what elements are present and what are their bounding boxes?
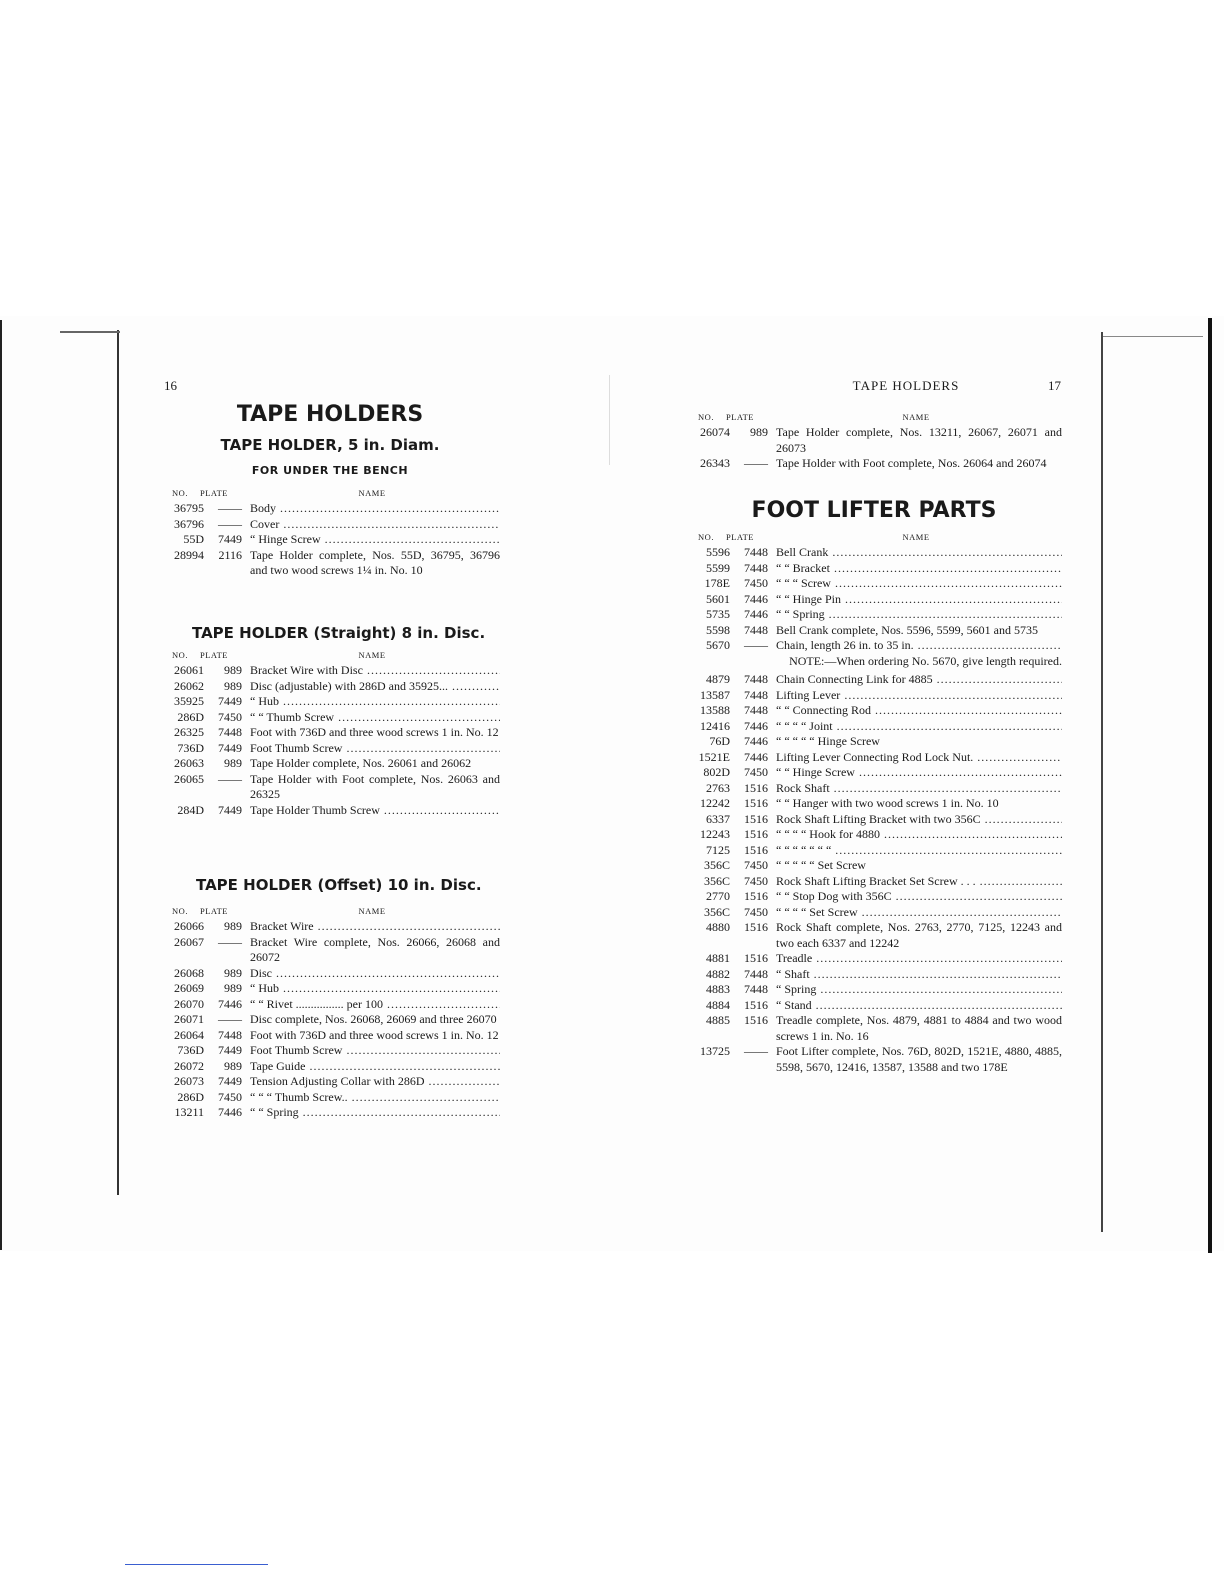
part-number: 6337 bbox=[706, 811, 730, 826]
parts-table-offset bbox=[160, 906, 500, 1121]
part-name: “ “ “ Screw ..... bbox=[776, 576, 1062, 592]
plate-number: —— bbox=[218, 1012, 242, 1026]
part-name: Tape Holder complete, Nos. 13211, 26067, 26071 and 26073 bbox=[776, 425, 1062, 455]
table-row bbox=[686, 672, 1062, 688]
plate-number: 7448 bbox=[744, 672, 768, 686]
table-row bbox=[686, 719, 1062, 735]
part-name: Foot with 736D and three wood screws 1 in. No. 12 bbox=[250, 725, 499, 739]
plate-number: 1516 bbox=[744, 842, 768, 857]
part-number: 1521E bbox=[698, 749, 730, 764]
plate-number: 1516 bbox=[744, 780, 768, 795]
part-name: “ “ Hinge Screw ..... bbox=[776, 765, 1062, 781]
part-number: 26065 bbox=[174, 771, 204, 786]
table-row bbox=[686, 951, 1062, 967]
plate-number: 7450 bbox=[744, 765, 768, 779]
table-row bbox=[686, 688, 1062, 704]
table-row bbox=[686, 561, 1062, 577]
part-number: 802D bbox=[703, 765, 730, 779]
plate-number: 989 bbox=[224, 756, 242, 770]
plate-number: 7448 bbox=[218, 1027, 242, 1042]
plate-number: 989 bbox=[224, 981, 242, 995]
part-name: “ Hub ..... bbox=[250, 981, 500, 997]
plate-number: 7446 bbox=[218, 996, 242, 1011]
right-margin-rule-top bbox=[1103, 336, 1203, 337]
table-row bbox=[160, 919, 500, 935]
part-name: Rock Shaft complete, Nos. 2763, 2770, 7125, 12243 and two each 6337 and 12242 bbox=[776, 920, 1062, 950]
part-number: 26073 bbox=[174, 1074, 204, 1088]
part-name: “ Spring ..... bbox=[776, 982, 1062, 998]
part-number: 55D bbox=[183, 532, 204, 546]
plate-number: 7448 bbox=[744, 687, 768, 702]
part-name: Treadle complete, Nos. 4879, 4881 to 4884 and two wood screws 1 in. No. 16 bbox=[776, 1013, 1062, 1043]
part-number: 12242 bbox=[700, 796, 730, 810]
part-number: 2770 bbox=[706, 889, 730, 903]
part-number: 76D bbox=[709, 734, 730, 748]
part-number: 5735 bbox=[706, 607, 730, 621]
table-row bbox=[686, 998, 1062, 1014]
part-name: Cover ..... bbox=[250, 517, 500, 533]
part-name: “ “ “ “ “ Set Screw bbox=[776, 858, 866, 872]
table-row bbox=[160, 501, 500, 517]
part-name: Treadle ..... bbox=[776, 951, 1062, 967]
part-number: 4885 bbox=[706, 1013, 730, 1027]
part-name: “ Hinge Screw ..... bbox=[250, 532, 500, 548]
part-name: “ “ “ “ “ Hinge Screw bbox=[776, 734, 880, 748]
plate-number: 7450 bbox=[744, 858, 768, 872]
table-row bbox=[160, 1043, 500, 1059]
table-header: NO. PLATE NAME bbox=[172, 906, 386, 916]
table-row bbox=[686, 638, 1062, 654]
table-row bbox=[160, 517, 500, 533]
plate-number: 989 bbox=[224, 1058, 242, 1073]
table-row bbox=[686, 843, 1062, 859]
plate-number: 7446 bbox=[218, 1105, 242, 1119]
part-name: Chain, length 26 in. to 35 in. ..... bbox=[776, 638, 1062, 654]
table-row bbox=[160, 741, 500, 757]
plate-number: 7446 bbox=[744, 607, 768, 621]
part-number: 4881 bbox=[706, 951, 730, 965]
plate-number: 1516 bbox=[744, 889, 768, 903]
part-name: “ “ “ “ Joint ..... bbox=[776, 719, 1062, 735]
table-row bbox=[686, 982, 1062, 998]
table-row bbox=[160, 532, 500, 548]
page-number-right: 17 bbox=[1048, 378, 1061, 393]
left-margin-rule-top bbox=[60, 331, 120, 333]
plate-number: 7450 bbox=[218, 709, 242, 724]
part-number: 4880 bbox=[706, 920, 730, 934]
plate-number: 1516 bbox=[744, 1013, 768, 1027]
table-row bbox=[160, 694, 500, 710]
section-title-5in: TAPE HOLDER, 5 in. Diam. bbox=[220, 436, 440, 454]
table-row bbox=[686, 703, 1062, 719]
part-number: 286D bbox=[177, 709, 204, 724]
left-page-edge bbox=[0, 320, 2, 1250]
part-name: “ “ Spring ..... bbox=[776, 607, 1062, 623]
part-number: 178E bbox=[704, 576, 730, 590]
table-row bbox=[686, 456, 1062, 472]
part-name: Disc (adjustable) with 286D and 35925... ..... bbox=[250, 679, 500, 695]
table-row bbox=[686, 874, 1062, 890]
part-name: Foot Lifter complete, Nos. 76D, 802D, 1521E, 4880, 4885, 5598, 5670, 12416, 13587, 13588 and two 178E bbox=[776, 1044, 1062, 1074]
table-row bbox=[160, 679, 500, 695]
part-number: 12243 bbox=[700, 827, 730, 841]
plate-number: —— bbox=[744, 1044, 768, 1058]
part-number: 35925 bbox=[174, 694, 204, 708]
part-name: Disc complete, Nos. 26068, 26069 and three 26070 bbox=[250, 1012, 497, 1026]
part-name: Foot Thumb Screw ..... bbox=[250, 741, 500, 757]
left-margin-rule bbox=[117, 330, 119, 1195]
part-name: Tape Guide ..... bbox=[250, 1059, 500, 1075]
plate-number: 7448 bbox=[744, 560, 768, 575]
part-name: “ “ Connecting Rod ..... bbox=[776, 703, 1062, 719]
table-header: NO. PLATE NAME bbox=[698, 412, 930, 422]
section-title-offset: TAPE HOLDER (Offset) 10 in. Disc. bbox=[196, 876, 482, 894]
table-row bbox=[160, 710, 500, 726]
table-row bbox=[686, 858, 1062, 874]
part-number: 36795 bbox=[174, 501, 204, 515]
plate-number: —— bbox=[218, 934, 242, 949]
section-subtitle-under-bench: FOR UNDER THE BENCH bbox=[251, 464, 409, 477]
part-name: Bracket Wire complete, Nos. 26066, 26068 and 26072 bbox=[250, 934, 500, 964]
plate-number: 1516 bbox=[744, 827, 768, 841]
parts-table-continued bbox=[686, 412, 1062, 472]
part-name: Foot Thumb Screw ..... bbox=[250, 1043, 500, 1059]
part-name: Tape Holder Thumb Screw ..... bbox=[250, 803, 500, 819]
table-row bbox=[160, 1074, 500, 1090]
part-name: Disc ..... bbox=[250, 966, 500, 982]
plate-number: 7449 bbox=[218, 1043, 242, 1057]
part-name: Foot with 736D and three wood screws 1 in. No. 12 bbox=[250, 1027, 499, 1042]
part-name: Bracket Wire with Disc ..... bbox=[250, 663, 500, 679]
part-name: “ Stand ..... bbox=[776, 998, 1062, 1014]
plate-number: 989 bbox=[224, 919, 242, 933]
table-row bbox=[686, 592, 1062, 608]
part-number: 26074 bbox=[700, 425, 730, 439]
plate-number: —— bbox=[218, 501, 242, 515]
table-header: NO. PLATE NAME bbox=[698, 532, 930, 542]
table-row bbox=[686, 827, 1062, 843]
part-number: 26343 bbox=[700, 456, 730, 470]
part-number: 5670 bbox=[706, 638, 730, 652]
part-number: 26070 bbox=[174, 996, 204, 1011]
foot-lifter-title: FOOT LIFTER PARTS bbox=[751, 498, 997, 523]
part-name: “ “ “ Thumb Screw.. ..... bbox=[250, 1090, 500, 1106]
part-name: “ “ “ “ Set Screw ..... bbox=[776, 905, 1062, 921]
table-row bbox=[686, 607, 1062, 623]
plate-number: 1516 bbox=[744, 997, 768, 1012]
table-row bbox=[686, 920, 1062, 951]
table-row bbox=[160, 803, 500, 819]
part-number: 4883 bbox=[706, 982, 730, 996]
plate-number: 7448 bbox=[744, 545, 768, 559]
part-number: 13725 bbox=[700, 1044, 730, 1058]
plate-number: 7449 bbox=[218, 532, 242, 546]
parts-table-foot-lifter bbox=[686, 532, 1062, 1075]
plate-number: 7448 bbox=[744, 622, 768, 637]
plate-number: 7450 bbox=[218, 1089, 242, 1104]
plate-number: 7448 bbox=[744, 703, 768, 717]
part-number: 26061 bbox=[174, 663, 204, 677]
part-number: 13588 bbox=[700, 703, 730, 717]
table-row bbox=[160, 663, 500, 679]
table-header: NO. PLATE NAME bbox=[172, 650, 386, 660]
plate-number: 7446 bbox=[744, 749, 768, 764]
part-number: 26325 bbox=[174, 725, 204, 739]
running-head: TAPE HOLDERS bbox=[852, 378, 960, 393]
table-row bbox=[686, 781, 1062, 797]
part-name: Bell Crank ..... bbox=[776, 545, 1062, 561]
part-name: “ “ Spring ..... bbox=[250, 1105, 500, 1121]
part-name: Rock Shaft ..... bbox=[776, 781, 1062, 797]
part-number: 12416 bbox=[700, 718, 730, 733]
table-row bbox=[686, 734, 1062, 750]
table-row bbox=[686, 889, 1062, 905]
table-row bbox=[160, 1059, 500, 1075]
part-number: 5598 bbox=[706, 622, 730, 637]
table-row bbox=[686, 796, 1062, 812]
plate-number: 7449 bbox=[218, 694, 242, 708]
part-number: 26072 bbox=[174, 1058, 204, 1073]
plate-number: 7448 bbox=[744, 982, 768, 996]
parts-table-straight bbox=[160, 650, 500, 818]
part-number: 356C bbox=[703, 873, 730, 888]
part-number: 284D bbox=[177, 802, 204, 817]
part-number: 356C bbox=[703, 904, 730, 919]
part-number: 736D bbox=[177, 1043, 204, 1057]
plate-number: 7448 bbox=[744, 966, 768, 981]
plate-number: 7446 bbox=[744, 718, 768, 733]
part-number: 286D bbox=[177, 1089, 204, 1104]
plate-number: 989 bbox=[750, 425, 768, 439]
scan-artifact-line bbox=[125, 1564, 268, 1565]
plate-number: 7449 bbox=[218, 802, 242, 817]
table-row bbox=[686, 1044, 1062, 1075]
part-number: 4879 bbox=[706, 672, 730, 686]
part-number: 26067 bbox=[174, 934, 204, 949]
part-number: 36796 bbox=[174, 516, 204, 531]
part-number: 26062 bbox=[174, 678, 204, 693]
right-page-edge bbox=[1208, 318, 1212, 1253]
part-name: “ “ Thumb Screw ..... bbox=[250, 710, 500, 726]
parts-table-5in bbox=[160, 488, 500, 579]
part-number: 4884 bbox=[706, 997, 730, 1012]
plate-number: 7449 bbox=[218, 1074, 242, 1088]
part-number: 28994 bbox=[174, 547, 204, 562]
part-name: Lifting Lever Connecting Rod Lock Nut. ..... bbox=[776, 750, 1062, 766]
part-name: Body ..... bbox=[250, 501, 500, 517]
table-row bbox=[160, 981, 500, 997]
table-row bbox=[686, 545, 1062, 561]
table-row bbox=[160, 1012, 500, 1028]
plate-number: —— bbox=[218, 771, 242, 786]
table-row bbox=[160, 935, 500, 966]
table-row bbox=[686, 623, 1062, 639]
part-number: 26069 bbox=[174, 981, 204, 995]
part-name: Tape Holder with Foot complete, Nos. 26063 and 26325 bbox=[250, 771, 500, 801]
part-name: Chain Connecting Link for 4885 ..... bbox=[776, 672, 1062, 688]
table-row bbox=[160, 725, 500, 741]
plate-number: 989 bbox=[224, 678, 242, 693]
part-number: 736D bbox=[177, 740, 204, 755]
right-margin-rule bbox=[1101, 332, 1103, 1232]
table-row bbox=[686, 765, 1062, 781]
plate-number: —— bbox=[218, 516, 242, 531]
plate-number: 7450 bbox=[744, 576, 768, 590]
plate-number: 989 bbox=[224, 965, 242, 980]
part-name: Lifting Lever ..... bbox=[776, 688, 1062, 704]
part-number: 5599 bbox=[706, 560, 730, 575]
part-number: 26064 bbox=[174, 1027, 204, 1042]
plate-number: 1516 bbox=[744, 951, 768, 965]
table-row bbox=[686, 1013, 1062, 1044]
part-number: 13211 bbox=[174, 1105, 204, 1119]
table-row bbox=[160, 997, 500, 1013]
plate-number: 7449 bbox=[218, 740, 242, 755]
ordering-note: NOTE:—When ordering No. 5670, give length required. bbox=[789, 653, 1062, 668]
table-row bbox=[686, 967, 1062, 983]
page-title: TAPE HOLDERS bbox=[236, 402, 424, 427]
table-row bbox=[160, 1090, 500, 1106]
plate-number: 1516 bbox=[744, 796, 768, 810]
plate-number: 989 bbox=[224, 663, 242, 677]
part-name: “ “ Rivet ................ per 100 ..... bbox=[250, 997, 500, 1013]
table-row bbox=[160, 772, 500, 803]
table-row bbox=[160, 1105, 500, 1121]
part-name: “ Hub ..... bbox=[250, 694, 500, 710]
plate-number: 1516 bbox=[744, 920, 768, 934]
plate-number: —— bbox=[744, 638, 768, 652]
part-name: Rock Shaft Lifting Bracket Set Screw . . . ..... bbox=[776, 874, 1062, 890]
page-gutter bbox=[609, 375, 610, 465]
plate-number: 7446 bbox=[744, 591, 768, 606]
part-name: Rock Shaft Lifting Bracket with two 356C ..... bbox=[776, 812, 1062, 828]
section-title-straight: TAPE HOLDER (Straight) 8 in. Disc. bbox=[192, 624, 486, 642]
plate-number: 1516 bbox=[744, 811, 768, 826]
part-number: 356C bbox=[703, 858, 730, 872]
plate-number: 2116 bbox=[218, 547, 242, 562]
part-name: “ Shaft ..... bbox=[776, 967, 1062, 983]
part-name: Tape Holder with Foot complete, Nos. 26064 and 26074 bbox=[776, 456, 1047, 470]
part-number: 26066 bbox=[174, 919, 204, 933]
part-name: “ “ Bracket ..... bbox=[776, 561, 1062, 577]
table-row bbox=[686, 425, 1062, 456]
part-number: 5596 bbox=[706, 545, 730, 559]
part-number: 5601 bbox=[706, 591, 730, 606]
plate-number: 7446 bbox=[744, 734, 768, 748]
table-row bbox=[160, 966, 500, 982]
plate-number: —— bbox=[744, 456, 768, 470]
table-header: NO. PLATE NAME bbox=[172, 488, 386, 498]
part-name: Bell Crank complete, Nos. 5596, 5599, 5601 and 5735 bbox=[776, 622, 1038, 637]
table-row bbox=[160, 756, 500, 772]
page-number-left: 16 bbox=[164, 378, 177, 393]
part-number: 26068 bbox=[174, 965, 204, 980]
part-name: “ “ Hanger with two wood screws 1 in. No. 10 bbox=[776, 796, 999, 810]
plate-number: 7448 bbox=[218, 725, 242, 739]
table-row bbox=[160, 1028, 500, 1044]
part-name: Bracket Wire ..... bbox=[250, 919, 500, 935]
table-row bbox=[160, 548, 500, 579]
plate-number: 7450 bbox=[744, 873, 768, 888]
part-name: “ “ “ “ “ “ “ ..... bbox=[776, 843, 1062, 859]
table-row bbox=[686, 576, 1062, 592]
table-row bbox=[686, 750, 1062, 766]
part-number: 26063 bbox=[174, 756, 204, 770]
part-name: Tape Holder complete, Nos. 26061 and 26062 bbox=[250, 756, 472, 770]
part-name: “ “ “ “ Hook for 4880 ..... bbox=[776, 827, 1062, 843]
part-number: 26071 bbox=[174, 1012, 204, 1026]
part-number: 7125 bbox=[706, 842, 730, 857]
table-row bbox=[686, 812, 1062, 828]
part-name: “ “ Hinge Pin ..... bbox=[776, 592, 1062, 608]
part-number: 2763 bbox=[706, 780, 730, 795]
part-name: “ “ Stop Dog with 356C ..... bbox=[776, 889, 1062, 905]
table-row bbox=[686, 905, 1062, 921]
plate-number: 7450 bbox=[744, 904, 768, 919]
part-name: Tension Adjusting Collar with 286D ..... bbox=[250, 1074, 500, 1090]
part-number: 4882 bbox=[706, 966, 730, 981]
part-number: 13587 bbox=[700, 687, 730, 702]
part-name: Tape Holder complete, Nos. 55D, 36795, 36796 and two wood screws 1¼ in. No. 10 bbox=[250, 547, 500, 577]
